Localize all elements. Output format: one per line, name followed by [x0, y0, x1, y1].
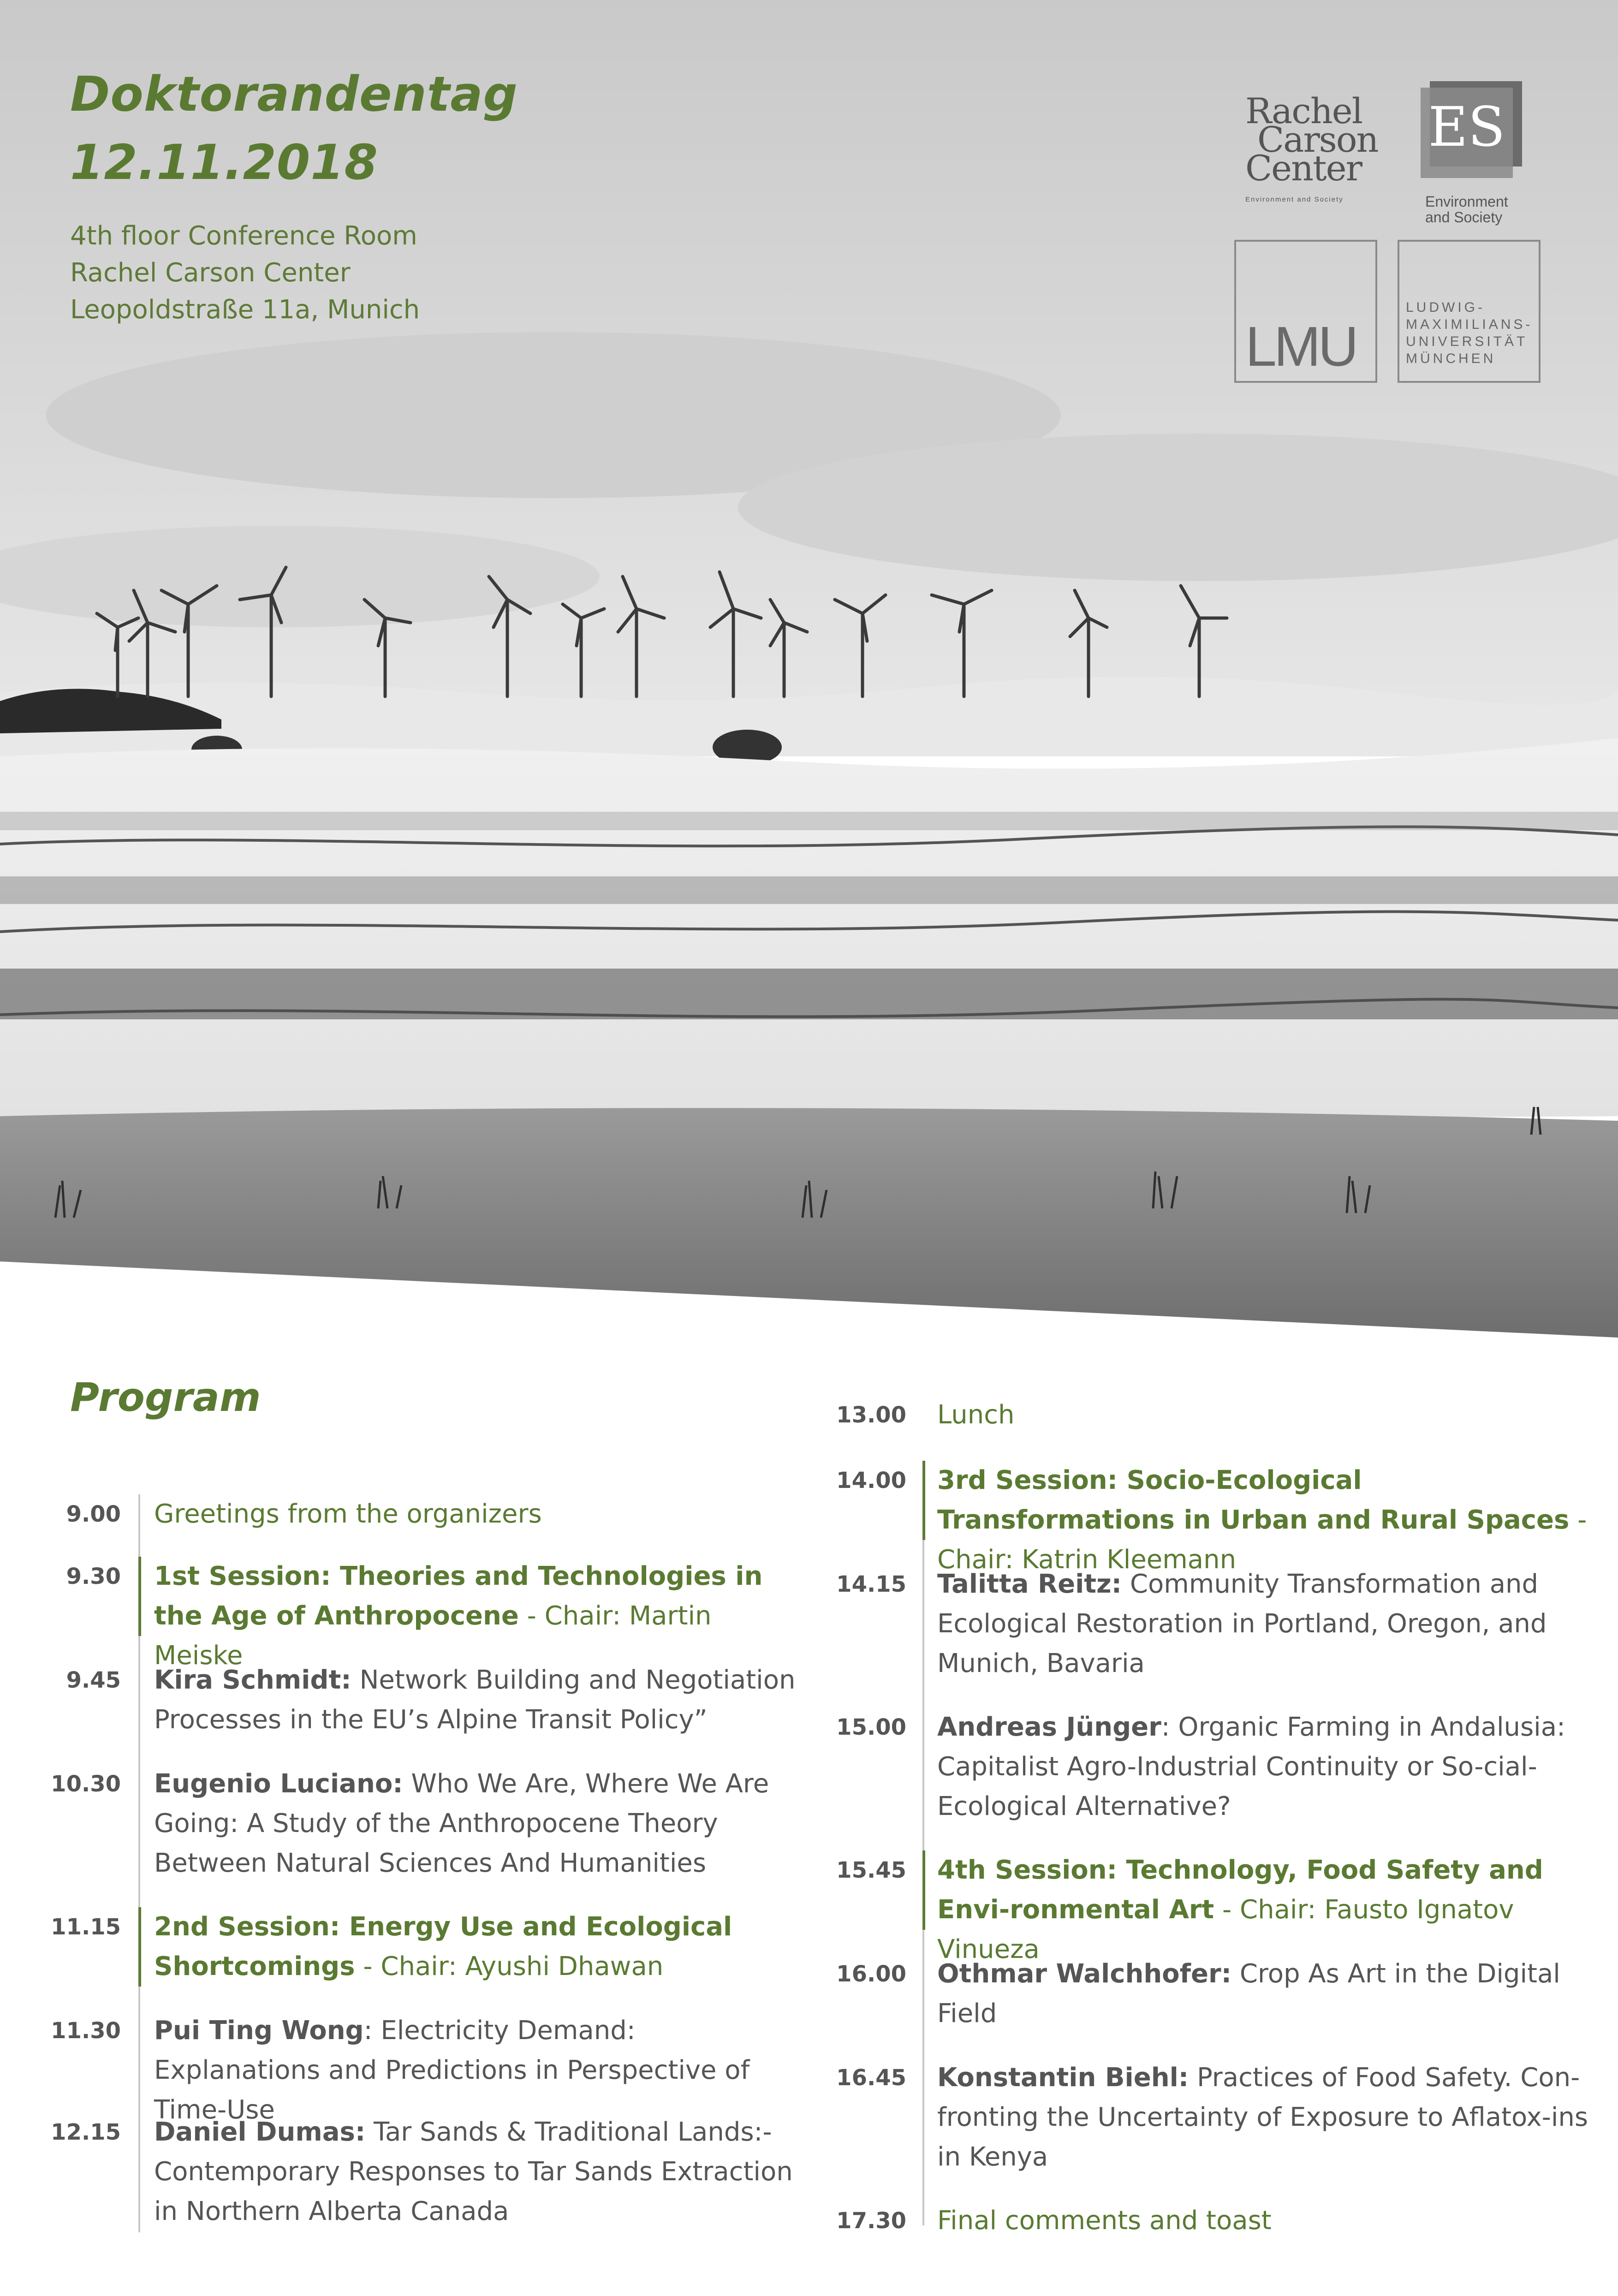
speaker-name: Daniel Dumas:: [154, 2117, 366, 2147]
program-item: [0, 1494, 812, 1557]
lmu-wordmark: [1398, 240, 1541, 383]
item-desc: Final comments and toast: [937, 2206, 1272, 2236]
item-time: 11.15: [51, 1914, 121, 1940]
session-title: 1st Session: Theories and Technologies in the Age of Anthropocene: [154, 1561, 763, 1631]
program-right-column: [812, 1395, 1618, 2247]
lmu-logo-mark: LMU: [1245, 315, 1356, 378]
session-title: 2nd Session: Energy Use and Ecological Shortcomings: [154, 1912, 732, 1981]
item-time: 9.45: [66, 1667, 121, 1693]
rcc-logo-line: Rachel: [1245, 90, 1362, 131]
event-heading: [70, 60, 518, 196]
item-time: 12.15: [51, 2119, 121, 2145]
rcc-logo-subtitle: Environment and Society: [1245, 196, 1344, 203]
session-chair: - Chair: Fausto Ignatov Vinueza: [937, 1895, 1514, 1964]
item-time: 14.00: [836, 1468, 906, 1493]
item-text: [154, 1907, 800, 1987]
venue-block: [70, 218, 420, 328]
talk-title: : Organic Farming in Andalusia: Capitalist Agro-Industrial Continuity or So-cial-Ecological Alternative?: [937, 1712, 1565, 1821]
item-time: 16.00: [836, 1961, 906, 1987]
session-chair: - Chair: Ayushi Dhawan: [355, 1951, 664, 1981]
item-text: [154, 1557, 800, 1676]
program-item: [812, 1707, 1618, 1850]
item-text: [937, 1564, 1601, 1683]
session-chair: - Chair: Katrin Kleemann: [937, 1505, 1587, 1575]
item-desc: Greetings from the organizers: [154, 1499, 542, 1529]
item-time: 11.30: [51, 2018, 121, 2044]
venue-address: Leopoldstraße 11a, Munich: [70, 295, 420, 325]
item-text: [154, 1660, 800, 1740]
speaker-name: Andreas Jünger: [937, 1712, 1161, 1742]
program-item: [812, 1954, 1618, 2058]
item-time: 10.30: [51, 1771, 121, 1797]
item-time: 15.00: [836, 1714, 906, 1740]
speaker-name: Talitta Reitz:: [937, 1569, 1122, 1599]
program-title: Program: [70, 1374, 261, 1421]
item-text: [154, 1764, 800, 1883]
item-time: 15.45: [836, 1857, 906, 1883]
rachel-carson-center-logo: [1245, 90, 1378, 206]
rcc-logo-line: Center: [1245, 148, 1362, 189]
item-text: [937, 1707, 1601, 1826]
session-title: 3rd Session: Socio-Ecological Transformations in Urban and Rural Spaces: [937, 1465, 1570, 1535]
item-time: 16.45: [836, 2065, 906, 2091]
talk-title: Tar Sands & Traditional Lands:- Contemporary Responses to Tar Sands Extraction in Northern Alberta Canada: [154, 2117, 793, 2226]
session-marker: [922, 1461, 925, 1540]
lmu-wordmark-line: MAXIMILIANS-: [1406, 317, 1533, 332]
venue-room: 4th floor Conference Room: [70, 221, 417, 251]
session-item: [812, 1461, 1618, 1575]
lmu-logo: [1234, 240, 1377, 383]
speaker-name: Pui Ting Wong: [154, 2016, 364, 2046]
item-text: [937, 1850, 1601, 1969]
talk-title: Practices of Food Safety. Con-fronting the Uncertainty of Exposure to Aflatox-ins in Kenya: [937, 2063, 1588, 2172]
lmu-wordmark-line: UNIVERSITÄT: [1406, 334, 1528, 349]
program-item: [0, 2112, 812, 2237]
program-item: [812, 2201, 1618, 2247]
session-marker: [138, 1907, 141, 1987]
es-logo-mark: ES: [1428, 95, 1505, 159]
session-item: [812, 1850, 1618, 1964]
program-item: [812, 1564, 1618, 1707]
speaker-name: Eugenio Luciano:: [154, 1769, 403, 1799]
rcc-logo-line: Carson: [1257, 119, 1378, 160]
talk-title: Network Building and Negotiation Processes in the EU’s Alpine Transit Policy”: [154, 1665, 796, 1735]
item-text: [154, 1494, 800, 1534]
speaker-name: Othmar Walchhofer:: [937, 1959, 1232, 1989]
program-item: [812, 1395, 1618, 1461]
program-item: [0, 2011, 812, 2125]
venue-center: Rachel Carson Center: [70, 258, 351, 288]
session-marker: [922, 1850, 925, 1930]
talk-title: Crop As Art in the Digital Field: [937, 1959, 1560, 2028]
session-item: [0, 1557, 812, 1671]
event-date: 12.11.2018: [70, 134, 378, 190]
talk-title: Community Transformation and Ecological Restoration in Portland, Oregon, and Munich, Bavaria: [937, 1569, 1547, 1678]
program-item: [0, 1660, 812, 1764]
speaker-name: Konstantin Biehl:: [937, 2063, 1189, 2093]
session-chair: - Chair: Martin Meiske: [154, 1601, 712, 1671]
talk-title: Who We Are, Where We Are Going: A Study of the Anthropocene Theory Between Natural Sciences And Humanities: [154, 1769, 769, 1878]
item-text: [937, 1461, 1601, 1580]
item-time: 13.00: [836, 1402, 906, 1428]
session-marker: [138, 1557, 141, 1636]
lmu-wordmark-line: MÜNCHEN: [1406, 351, 1496, 366]
item-time: 9.30: [66, 1564, 121, 1589]
lmu-wordmark-line: LUDWIG-: [1406, 300, 1485, 315]
item-text: [937, 1395, 1601, 1435]
event-title: Doktorandentag: [70, 66, 518, 122]
es-caption-line: Environment: [1425, 193, 1508, 210]
item-text: [937, 2058, 1601, 2177]
item-time: 17.30: [836, 2208, 906, 2234]
es-logo-caption: [1425, 194, 1508, 225]
program-item: [0, 1764, 812, 1907]
program-left-column: [0, 1494, 812, 2237]
session-title: 4th Session: Technology, Food Safety and Envi-ronmental Art: [937, 1855, 1543, 1925]
item-desc: Lunch: [937, 1400, 1015, 1430]
talk-title: : Electricity Demand: Explanations and Predictions in Perspective of Time-Use: [154, 2016, 750, 2125]
item-text: [937, 2201, 1601, 2241]
item-time: 14.15: [836, 1571, 906, 1597]
program-item: [812, 2058, 1618, 2201]
session-item: [0, 1907, 812, 2011]
item-text: [937, 1954, 1601, 2034]
environment-society-logo: [1421, 81, 1522, 178]
es-caption-line: and Society: [1425, 209, 1503, 226]
speaker-name: Kira Schmidt:: [154, 1665, 351, 1695]
item-time: 9.00: [66, 1501, 121, 1527]
item-text: [154, 2112, 800, 2231]
